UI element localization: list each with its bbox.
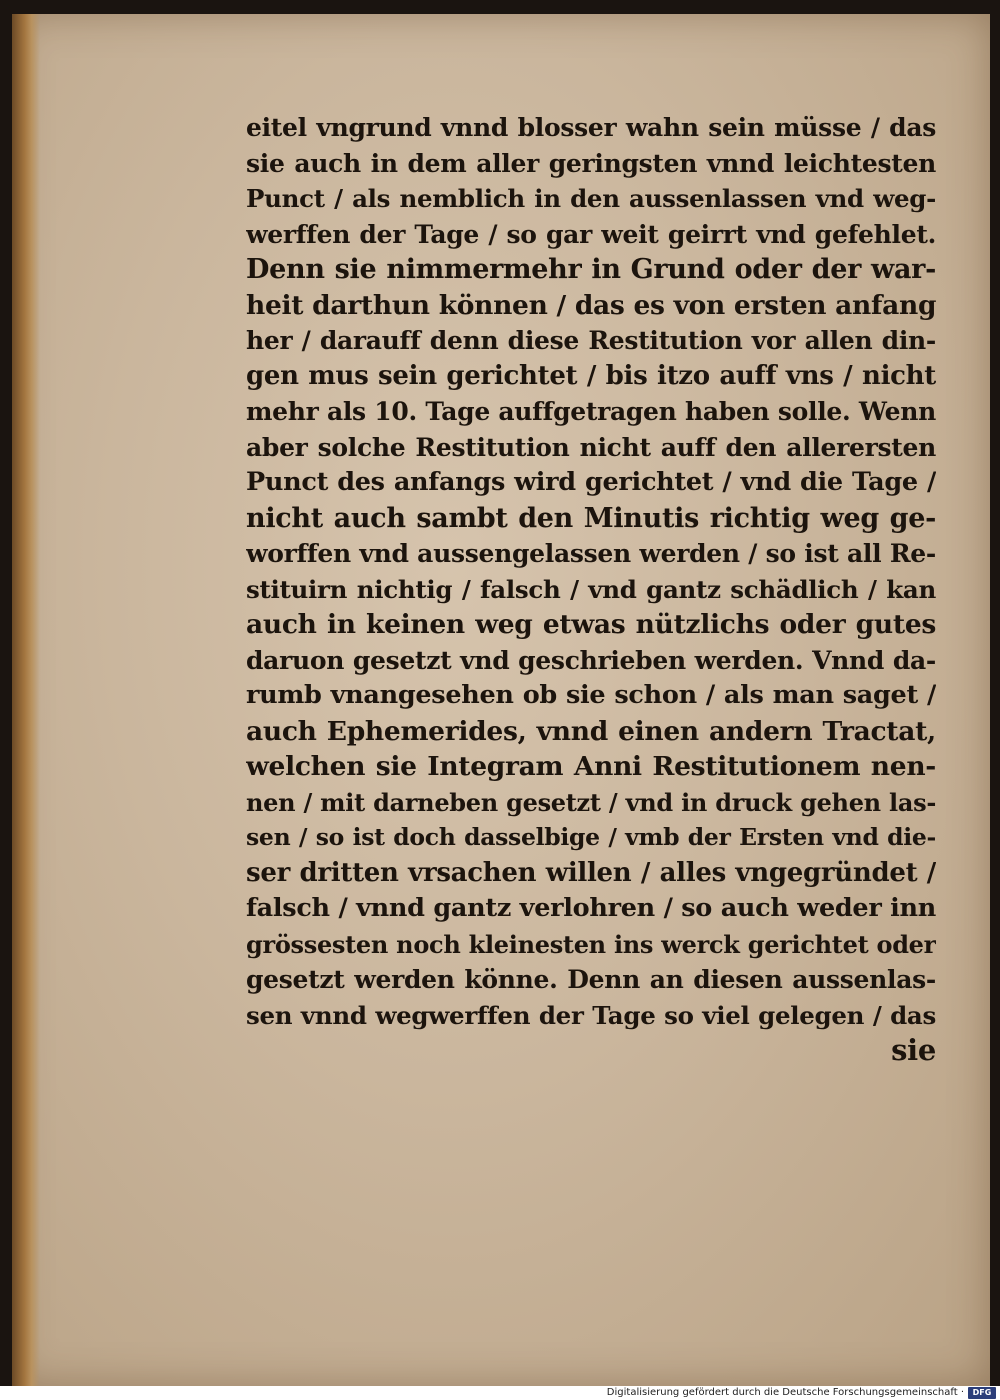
text-line: stituirn nichtig / falsch / vnd gantz schädlich / kan bbox=[246, 574, 936, 604]
text-line: werffen der Tage / so gar weit geirrt vnd gefehlet. bbox=[246, 219, 936, 249]
text-line: worffen vnd aussengelassen werden / so ist all Re- bbox=[246, 539, 936, 568]
text-line: sie auch in dem aller geringsten vnnd leichtesten bbox=[246, 148, 936, 178]
text-line: sen / so ist doch dasselbige / vmb der Ersten vnd die- bbox=[246, 823, 936, 851]
dfg-logo: DFG bbox=[968, 1387, 996, 1399]
text-line: nen / mit darneben gesetzt / vnd in druck gehen las- bbox=[246, 787, 936, 817]
funding-credit: Digitalisierung gefördert durch die Deutsche Forschungsgemeinschaft · bbox=[606, 1387, 964, 1398]
text-line: sen vnnd wegwerffen der Tage so viel gelegen / das bbox=[246, 1000, 936, 1030]
text-line: nicht auch sambt den Minutis richtig weg ge- bbox=[246, 502, 936, 534]
text-line: auch in keinen weg etwas nützlichs oder gutes bbox=[246, 609, 936, 640]
page-text-block bbox=[246, 110, 936, 1069]
text-line: ser dritten vrsachen willen / alles vngegründet / bbox=[246, 857, 936, 888]
text-line: eitel vngrund vnnd blosser wahn sein müsse / das bbox=[246, 113, 936, 142]
text-line: aber solche Restitution nicht auff den allerersten bbox=[246, 432, 936, 462]
book-page bbox=[12, 14, 990, 1386]
text-line: mehr als 10. Tage auffgetragen haben solle. Wenn bbox=[246, 397, 936, 426]
text-line: Denn sie nimmermehr in Grund oder der war- bbox=[246, 254, 936, 285]
text-line: welchen sie Integram Anni Restitutionem nen- bbox=[246, 751, 936, 782]
text-line: gesetzt werden könne. Denn an diesen aussenlas- bbox=[246, 965, 936, 994]
text-line: her / darauff denn diese Restitution vor allen din- bbox=[246, 326, 936, 355]
text-line: heit darthun können / das es von ersten anfang bbox=[246, 289, 936, 321]
book-spine-edge bbox=[12, 14, 40, 1386]
text-line: Punct des anfangs wird gerichtet / vnd die Tage / bbox=[246, 467, 936, 497]
text-line: sie bbox=[891, 1033, 936, 1067]
text-line: rumb vnangesehen ob sie schon / als man saget / bbox=[246, 680, 936, 710]
text-line: auch Ephemerides, vnnd einen andern Tractat, bbox=[246, 715, 936, 747]
text-line: gen mus sein gerichtet / bis itzo auff vns / nicht bbox=[246, 360, 936, 391]
text-line: falsch / vnnd gantz verlohren / so auch weder inn bbox=[246, 893, 936, 923]
text-line: Punct / als nemblich in den aussenlassen vnd weg- bbox=[246, 184, 936, 213]
text-line: daruon gesetzt vnd geschrieben werden. Vnnd da- bbox=[246, 645, 936, 675]
text-line: grössesten noch kleinesten ins werck gerichtet oder bbox=[246, 929, 936, 959]
